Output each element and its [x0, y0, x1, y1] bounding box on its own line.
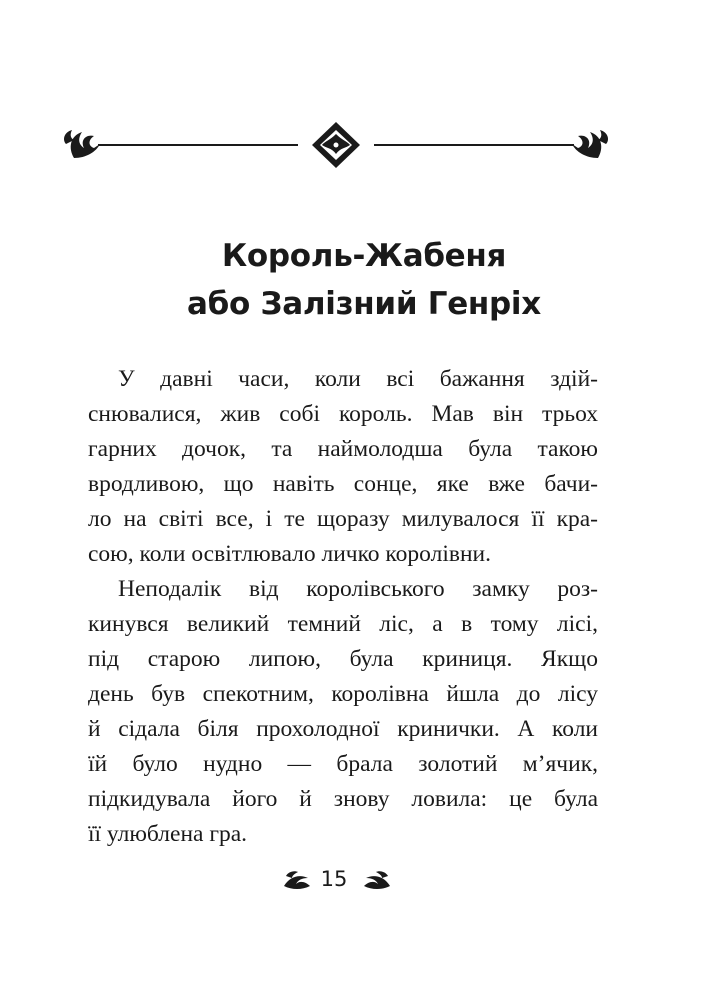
right-flourish-icon [572, 130, 608, 158]
text-line: підкидувала його й знову ловила: це була [88, 786, 598, 812]
text-line: гарних дочок, та наймолодша була такою [88, 436, 598, 462]
text-line: їй було нудно — брала золотий м’ячик, [88, 751, 598, 777]
text-line: сою, коли освітлювало личко королівни. [88, 541, 491, 567]
page-number: 15 [320, 867, 348, 891]
text-line: й сідала біля прохолодної кринички. А коли [88, 716, 598, 742]
chapter-title-line-1: Король-Жабеня [221, 238, 507, 274]
center-diamond-icon [312, 122, 360, 168]
text-line: Неподалік від королівського замку роз- [118, 576, 598, 602]
right-rule [374, 144, 574, 146]
text-line: її улюблена гра. [88, 821, 248, 847]
text-line: день був спекотним, королівна йшла до лісу [88, 681, 598, 707]
text-line: снювалися, жив собі король. Мав він трьох [88, 401, 598, 427]
right-leaf-icon [362, 868, 392, 892]
page-footer [0, 862, 728, 902]
left-rule [98, 144, 298, 146]
text-line: ло на світі все, і те щоразу милувалося її кра- [88, 506, 598, 532]
chapter-title-line-2: або Залізний Генріх [187, 286, 541, 322]
story-text [88, 362, 598, 852]
text-line: кинувся великий темний ліс, а в тому лісі, [88, 611, 598, 637]
text-line: У давні часи, коли всі бажання здій- [118, 366, 598, 392]
text-line: під старою липою, була криниця. Якщо [88, 646, 598, 672]
header-ornament [60, 118, 612, 174]
left-flourish-icon [64, 130, 100, 158]
text-line: вродливою, що навіть сонце, яке вже бачи- [88, 471, 598, 497]
left-leaf-icon [282, 868, 312, 892]
chapter-title [0, 232, 728, 328]
